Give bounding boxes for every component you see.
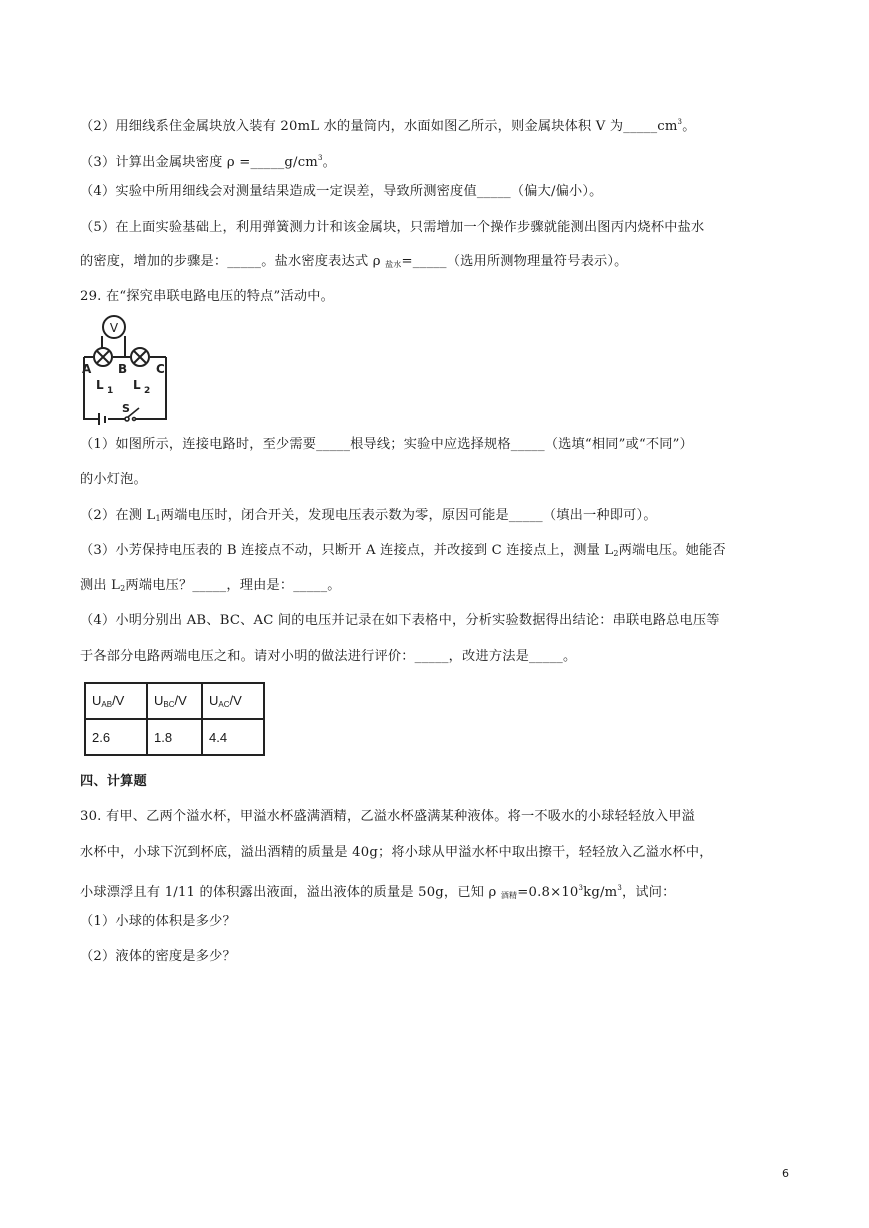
- table-header-cell: $U_{AB}/V$: [85, 683, 147, 719]
- series-circuit-diagram: [80, 313, 170, 425]
- subscript: 1: [155, 514, 161, 523]
- table-header-cell: $U_{BC}/V$: [147, 683, 202, 719]
- point-b-label: B: [118, 362, 128, 376]
- table-cell: 1.8: [147, 719, 202, 755]
- question-29-part-3-line2: [80, 577, 341, 598]
- superscript: 3: [617, 884, 623, 892]
- text: 的密度，增加的步骤是：_____。盐水密度表达式 ρ: [80, 254, 386, 269]
- text: 。: [322, 155, 337, 170]
- question-29-part-3-line1: [80, 542, 726, 563]
- text: 两端电压？_____，理由是：_____。: [125, 578, 341, 593]
- text: （2）用细线系住金属块放入装有 20mL 水的量筒内，水面如图乙所示，则金属块体积 V 为_____cm: [80, 119, 678, 134]
- lamp-l2-label: L: [133, 378, 141, 392]
- text: 两端电压。她能否: [618, 543, 726, 558]
- question-30-line3: [80, 879, 676, 905]
- question-28-part-2: [80, 113, 696, 136]
- subscript: 2: [613, 549, 619, 558]
- table-header-cell: $U_{AC}/V$: [202, 683, 264, 719]
- question-29-part-2: [80, 507, 657, 528]
- text: ，试问：: [622, 885, 676, 900]
- question-29-part-1-line2: 的小灯泡。: [80, 472, 147, 487]
- table-row: [85, 719, 264, 755]
- lamp-l2-sub: 2: [144, 386, 151, 396]
- question-29-part-1-line1: （1）如图所示，连接电路时，至少需要_____根导线；实验中应选择规格_____（选填“相同”或“不同”）: [80, 437, 694, 452]
- voltmeter-label: V: [109, 321, 119, 335]
- question-30-line1: 30. 有甲、乙两个溢水杯，甲溢水杯盛满酒精，乙溢水杯盛满某种液体。将一不吸水的小球轻轻放入甲溢: [80, 809, 696, 824]
- text: （3）计算出金属块密度 ρ =_____g/cm: [80, 155, 318, 170]
- voltage-table: [84, 682, 265, 756]
- text: =0.8×10: [517, 885, 579, 900]
- text: （2）在测 L: [80, 508, 156, 523]
- point-c-label: C: [156, 362, 165, 376]
- question-30-part-2: （2）液体的密度是多少？: [80, 949, 236, 964]
- table-cell: 2.6: [85, 719, 147, 755]
- superscript: 3: [318, 154, 323, 162]
- subscript: 酒精: [500, 891, 518, 900]
- text: （3）小芳保持电压表的 B 连接点不动，只断开 A 连接点，并改接到 C 连接点上，测量 L: [80, 543, 614, 558]
- text: =_____（选用所测物理量符号表示）。: [401, 254, 628, 269]
- text: kg/m: [583, 885, 618, 900]
- switch-label: S: [122, 402, 130, 415]
- superscript: 3: [578, 884, 584, 892]
- table-cell: 4.4: [202, 719, 264, 755]
- lamp-l1-label: L: [96, 378, 104, 392]
- section-heading: 四、计算题: [80, 774, 147, 789]
- question-29-part-4-line2: 于各部分电路两端电压之和。请对小明的做法进行评价：_____，改进方法是_____。: [80, 649, 577, 664]
- question-29-title: 29. 在“探究串联电路电压的特点”活动中。: [80, 289, 335, 304]
- text: 。: [682, 119, 696, 134]
- point-a-label: A: [82, 362, 92, 376]
- text: 两端电压时，闭合开关，发现电压表示数为零，原因可能是_____（填出一种即可）。: [160, 508, 657, 523]
- question-30-line2: 水杯中，小球下沉到杯底，溢出酒精的质量是 40g；将小球从甲溢水杯中取出擦干，轻轻放入乙溢水杯中，: [80, 845, 713, 860]
- question-28-part-3: [80, 149, 336, 172]
- battery-icon: [99, 413, 105, 425]
- question-28-part-5-line1: （5）在上面实验基础上，利用弹簧测力计和该金属块，只需增加一个操作步骤就能测出图丙内烧杯中盐水: [80, 220, 705, 235]
- page-number: 6: [782, 1167, 789, 1180]
- text: 小球漂浮且有 1/11 的体积露出液面，溢出液体的质量是 50g，已知 ρ: [80, 885, 501, 900]
- text: 测出 L: [80, 578, 121, 593]
- question-28-part-4: （4）实验中所用细线会对测量结果造成一定误差，导致所测密度值_____（偏大/偏小）。: [80, 184, 603, 199]
- subscript: 2: [120, 584, 126, 593]
- question-29-part-4-line1: （4）小明分别出 AB、BC、AC 间的电压并记录在如下表格中，分析实验数据得出结论：串联电路总电压等: [80, 613, 720, 628]
- question-30-part-1: （1）小球的体积是多少？: [80, 914, 236, 929]
- subscript: 盐水: [385, 260, 402, 269]
- table-header-row: [85, 683, 264, 719]
- question-28-part-5-line2: [80, 253, 628, 274]
- superscript: 3: [677, 118, 683, 126]
- lamp-l1-sub: 1: [107, 386, 114, 396]
